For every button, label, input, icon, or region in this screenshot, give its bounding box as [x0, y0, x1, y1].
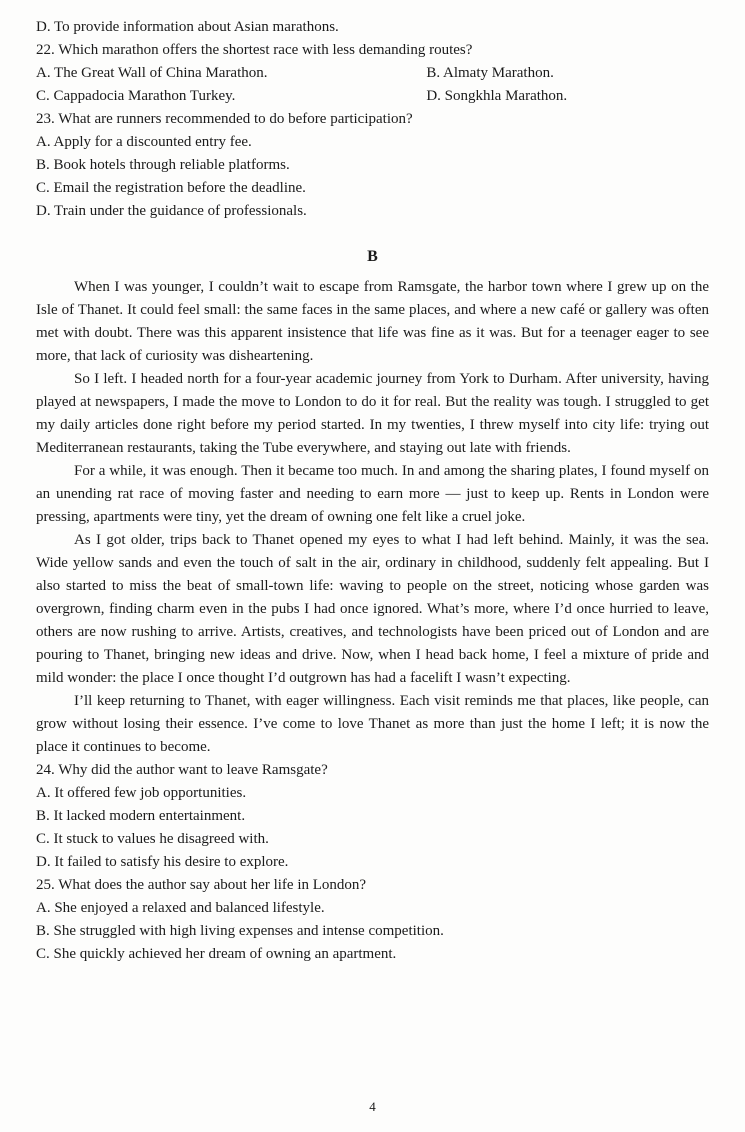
passage-paragraph-3: For a while, it was enough. Then it became too much. In and among the sharing plates, I found myself on an unending rat race of moving faster and needing to earn more — just to keep up. Rents in London were pressing, apartments were tiny, yet the dream of owning one felt like a cruel joke. — [36, 463, 709, 525]
question-22-options-row-2 — [36, 85, 709, 108]
stray-option-d: D. To provide information about Asian marathons. — [36, 19, 339, 35]
question-25-option-c: C. She quickly achieved her dream of owning an apartment. — [36, 946, 397, 962]
question-22-option-d: D. Songkhla Marathon. — [426, 88, 568, 104]
question-22-option-c: C. Cappadocia Marathon Turkey. — [36, 88, 236, 104]
question-22-option-a: A. The Great Wall of China Marathon. — [36, 65, 268, 81]
section-b-heading: B — [367, 248, 378, 265]
question-23-option-a: A. Apply for a discounted entry fee. — [36, 134, 252, 150]
passage-paragraph-4: As I got older, trips back to Thanet opened my eyes to what I had left behind. Mainly, it was the sea. Wide yellow sands and even the touch of salt in the air, ordinary in childhood, suddenly felt appealing. But I also started to miss the beat of small-town life: waving to people on the street, noticing whose garden was overgrown, finding charm even in the pubs I had once ignored. What’s more, where I’d once hurried to leave, others are now rushing to arrive. Artists, creatives, and technologists have been priced out of London and are pouring to Thanet, bringing new ideas and drive. Now, when I head back home, I feel a mixture of pride and mild wonder: the place I once thought I’d outgrown has had a facelift I wasn’t expecting. — [36, 532, 709, 686]
passage-paragraph-1: When I was younger, I couldn’t wait to escape from Ramsgate, the harbor town where I grew up on the Isle of Thanet. It could feel small: the same faces in the same places, and where a new café or gallery was often met with doubt. There was this apparent insistence that life was fine as it was. But for a teenager eager to see more, that lack of curiosity was disheartening. — [36, 279, 709, 364]
question-25-option-b: B. She struggled with high living expenses and intense competition. — [36, 923, 444, 939]
question-24-option-d: D. It failed to satisfy his desire to explore. — [36, 854, 289, 870]
question-24-option-a: A. It offered few job opportunities. — [36, 785, 247, 801]
question-23-option-b: B. Book hotels through reliable platforms. — [36, 157, 290, 173]
question-22: 22. Which marathon offers the shortest race with less demanding routes? — [36, 42, 473, 58]
question-25-option-a: A. She enjoyed a relaxed and balanced lifestyle. — [36, 900, 325, 916]
question-23-option-d: D. Train under the guidance of professionals. — [36, 203, 307, 219]
question-25: 25. What does the author say about her life in London? — [36, 877, 367, 893]
passage-paragraph-5: I’ll keep returning to Thanet, with eager willingness. Each visit reminds me that places, like people, can grow without losing their essence. I’ve come to love Thanet as more than just the home I left; it is now the place it continues to become. — [36, 693, 709, 755]
question-23: 23. What are runners recommended to do before participation? — [36, 111, 413, 127]
question-23-option-c: C. Email the registration before the deadline. — [36, 180, 306, 196]
question-24-option-c: C. It stuck to values he disagreed with. — [36, 831, 269, 847]
page-content — [36, 16, 709, 1085]
question-24-option-b: B. It lacked modern entertainment. — [36, 808, 246, 824]
question-22-option-b: B. Almaty Marathon. — [426, 65, 554, 81]
passage-paragraph-2: So I left. I headed north for a four-year academic journey from York to Durham. After university, having played at newspapers, I made the move to London to do it for real. But the reality was tough. I struggled to get my daily articles done right before my period started. In my twenties, I threw myself into city life: trying out Mediterranean restaurants, taking the Tube everywhere, and staying out late with friends. — [36, 371, 709, 456]
page-number: 4 — [369, 1099, 376, 1114]
question-24: 24. Why did the author want to leave Ramsgate? — [36, 762, 328, 778]
question-22-options-row-1 — [36, 62, 709, 85]
